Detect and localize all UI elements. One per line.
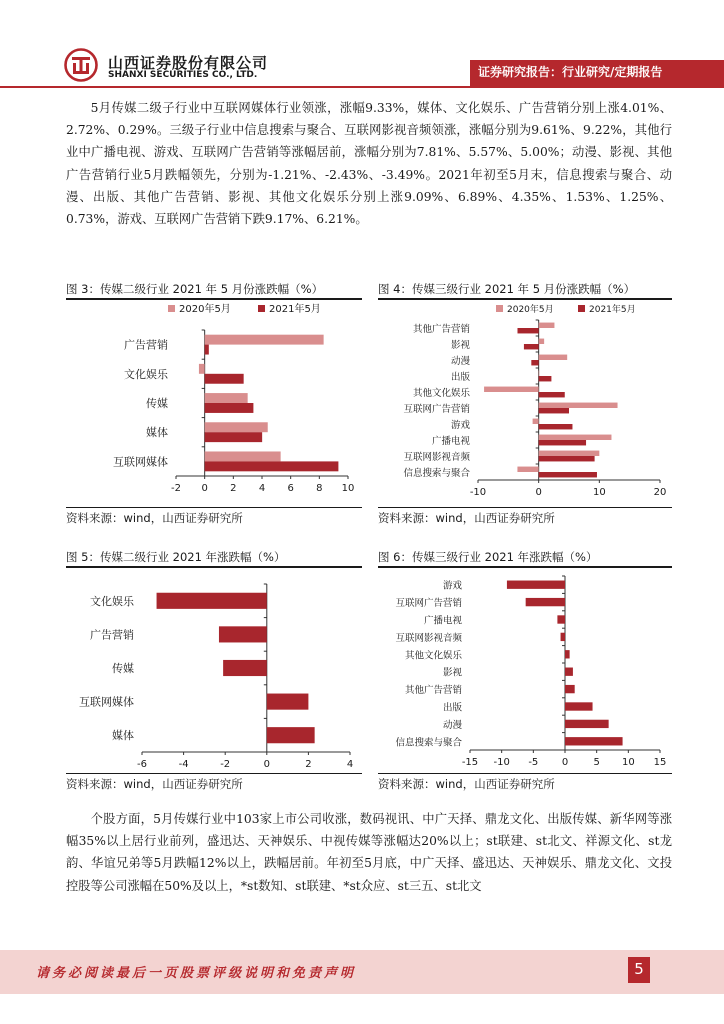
x-tick-label: 4 bbox=[258, 483, 266, 494]
bar-2021 bbox=[539, 472, 597, 477]
bar-2020 bbox=[484, 387, 539, 392]
figure-4-chart bbox=[378, 300, 672, 508]
category-label: 出版 bbox=[442, 702, 462, 714]
bar-2021 bbox=[539, 392, 565, 397]
bar-2021 bbox=[205, 432, 262, 442]
header-divider bbox=[0, 86, 724, 88]
x-tick-label: 4 bbox=[346, 759, 354, 770]
bar-2021 bbox=[565, 737, 623, 745]
category-label: 其他文化娱乐 bbox=[404, 650, 462, 662]
company-logo-icon bbox=[64, 48, 98, 82]
category-label: 信息搜索与聚合 bbox=[403, 468, 470, 479]
legend-swatch bbox=[578, 305, 585, 312]
category-label: 游戏 bbox=[442, 580, 462, 592]
company-name-cn: 山西证券股份有限公司 bbox=[108, 54, 269, 72]
bar-2021 bbox=[526, 598, 565, 606]
bar-2020 bbox=[539, 451, 600, 456]
x-tick-label: 15 bbox=[653, 757, 667, 768]
category-label: 互联网媒体 bbox=[79, 695, 134, 709]
bar-2020 bbox=[539, 323, 555, 328]
category-label: 广播电视 bbox=[431, 436, 470, 447]
category-label: 影视 bbox=[442, 667, 462, 679]
bar-2021 bbox=[524, 344, 539, 349]
bar-2021 bbox=[205, 374, 244, 384]
bar-2020 bbox=[205, 422, 268, 432]
bar-2021 bbox=[565, 720, 609, 728]
bar-2020 bbox=[517, 467, 538, 472]
category-label: 媒体 bbox=[112, 729, 134, 743]
bar-2021 bbox=[531, 360, 538, 365]
bar-2021 bbox=[219, 626, 267, 642]
x-tick-label: -10 bbox=[469, 487, 487, 498]
bar-2021 bbox=[157, 593, 267, 609]
legend-swatch bbox=[258, 305, 265, 312]
bar-2021 bbox=[517, 328, 538, 333]
bar-2021 bbox=[565, 650, 570, 658]
x-tick-label: 5 bbox=[593, 757, 600, 768]
footer-disclaimer: 请务必阅读最后一页股票评级说明和免责声明 bbox=[36, 966, 357, 981]
bar-2020 bbox=[539, 339, 544, 344]
bar-2020 bbox=[199, 364, 205, 374]
bar-2021 bbox=[205, 403, 254, 413]
bar-2021 bbox=[561, 633, 565, 641]
bar-2021 bbox=[223, 660, 267, 676]
x-tick-label: 8 bbox=[316, 483, 323, 494]
bar-2021 bbox=[205, 345, 209, 355]
figure-5-chart bbox=[66, 570, 362, 774]
category-label: 信息搜索与聚合 bbox=[395, 737, 462, 749]
bar-2021 bbox=[565, 685, 575, 693]
figure-3-title: 图 3：传媒二级行业 2021 年 5 月份涨跌幅（%） bbox=[66, 282, 324, 296]
category-label: 互联网媒体 bbox=[113, 455, 168, 469]
x-tick-label: 20 bbox=[653, 487, 667, 498]
x-tick-label: 0 bbox=[263, 759, 270, 770]
bar-2021 bbox=[205, 461, 339, 471]
company-name-en: SHANXI SECURITIES CO., LTD. bbox=[108, 70, 258, 80]
category-label: 互联网影视音频 bbox=[395, 632, 462, 644]
bar-2020 bbox=[205, 451, 281, 461]
x-tick-label: 10 bbox=[592, 487, 606, 498]
category-label: 其他广告营销 bbox=[412, 324, 470, 335]
category-label: 互联网影视音频 bbox=[403, 452, 470, 463]
figure-6-bottom-rule bbox=[378, 773, 672, 774]
bar-2020 bbox=[205, 335, 324, 345]
figure-5-top-rule bbox=[66, 566, 362, 568]
figure-3-chart bbox=[66, 300, 362, 508]
x-tick-label: -15 bbox=[461, 757, 479, 768]
x-tick-label: -10 bbox=[493, 757, 510, 768]
bar-2021 bbox=[539, 456, 595, 461]
bar-2021 bbox=[557, 615, 565, 623]
category-label: 其他广告营销 bbox=[404, 685, 462, 697]
bar-2021 bbox=[267, 694, 309, 710]
category-label: 游戏 bbox=[450, 420, 470, 431]
category-label: 文化娱乐 bbox=[124, 367, 168, 381]
x-tick-label: 6 bbox=[287, 483, 294, 494]
category-label: 传媒 bbox=[112, 662, 134, 675]
x-tick-label: 0 bbox=[561, 757, 569, 768]
figure-4-title: 图 4：传媒三级行业 2021 年 5 月份涨跌幅（%） bbox=[378, 282, 636, 296]
category-label: 互联网广告营销 bbox=[403, 404, 470, 415]
page-number: 5 bbox=[634, 960, 644, 978]
body-paragraph-1 bbox=[66, 97, 672, 230]
x-tick-label: -2 bbox=[220, 759, 231, 770]
legend-swatch bbox=[168, 305, 175, 312]
x-tick-label: 10 bbox=[621, 757, 635, 768]
figure-6-title: 图 6：传媒三级行业 2021 年涨跌幅（%） bbox=[378, 550, 598, 564]
paragraph-text: 5月传媒二级子行业中互联网媒体行业领涨，涨幅9.33%，媒体、文化娱乐、广告营销分别上涨4.01%、2.72%、0.29%。三级子行业中信息搜索与聚合、互联网影视音频领涨，涨幅分别为9.61%、9.22%，其他行业中广播电视、游戏、互联网广告营销等涨幅居前，涨幅分别为7.81%、5.57%、5.00%；动漫、影视、其他广告营销行业5月跌幅领先，分别为-1.21%、-2.43%、-3.49%。2021年初至5月末，信息搜索与聚合、动漫、出版、其他广告营销、影视、其他文化娱乐分别上涨9.09%、6.89%、4.35%、1.53%、1.25%、0.73%，游戏、互联网广告营销下跌9.17%、6.21%。 bbox=[66, 101, 672, 227]
category-label: 动漫 bbox=[442, 719, 462, 731]
bar-2020 bbox=[539, 435, 612, 440]
x-tick-label: -2 bbox=[171, 483, 181, 494]
figure-4-bottom-rule bbox=[378, 507, 672, 508]
category-label: 影视 bbox=[450, 340, 470, 351]
category-label: 动漫 bbox=[450, 356, 470, 367]
bar-2020 bbox=[539, 355, 568, 360]
report-type-label: 证券研究报告：行业研究/定期报告 bbox=[478, 65, 663, 79]
category-label: 媒体 bbox=[146, 426, 168, 440]
legend-label: 2020年5月 bbox=[179, 304, 231, 315]
bar-2020 bbox=[539, 403, 618, 408]
bar-2021 bbox=[539, 440, 586, 445]
category-label: 传媒 bbox=[146, 397, 168, 410]
figure-5-source: 资料来源：wind，山西证券研究所 bbox=[66, 777, 243, 791]
legend-label: 2021年5月 bbox=[269, 304, 321, 315]
body-paragraph-2 bbox=[66, 808, 672, 897]
bar-2021 bbox=[539, 424, 573, 429]
legend-swatch bbox=[496, 305, 503, 312]
figure-6-source: 资料来源：wind，山西证券研究所 bbox=[378, 777, 555, 791]
figure-3-source: 资料来源：wind，山西证券研究所 bbox=[66, 511, 243, 525]
figure-6-top-rule bbox=[378, 566, 672, 568]
legend-label: 2020年5月 bbox=[507, 305, 554, 315]
category-label: 广告营销 bbox=[124, 338, 168, 352]
bar-2021 bbox=[565, 668, 573, 676]
bar-2021 bbox=[267, 727, 315, 743]
category-label: 出版 bbox=[450, 372, 470, 383]
figure-4-source: 资料来源：wind，山西证券研究所 bbox=[378, 511, 555, 525]
x-tick-label: -4 bbox=[178, 759, 189, 770]
bar-2020 bbox=[205, 393, 248, 403]
bar-2021 bbox=[539, 408, 569, 413]
category-label: 文化娱乐 bbox=[90, 594, 134, 608]
figure-6-chart bbox=[378, 570, 672, 774]
x-tick-label: 2 bbox=[305, 759, 312, 770]
category-label: 广播电视 bbox=[423, 615, 462, 627]
category-label: 其他文化娱乐 bbox=[412, 388, 470, 399]
paragraph-text: 个股方面，5月传媒行业中103家上市公司收涨，数码视讯、中广天择、鼎龙文化、出版传媒、新华网等涨幅35%以上居行业前列，盛迅达、天神娱乐、中视传媒等涨幅达20%以上；st联建、st北文、祥源文化、st龙韵、华谊兄弟等5月跌幅12%以上，跌幅居前。年初至5月底，中广天择、盛迅达、天神娱乐、鼎龙文化、文投控股等公司涨幅在50%及以上，*st数知、st联建、*st众应、st三五、st北文 bbox=[66, 812, 672, 893]
x-tick-label: -5 bbox=[528, 757, 539, 768]
category-label: 广告营销 bbox=[90, 628, 134, 642]
x-tick-label: -6 bbox=[137, 759, 147, 770]
category-label: 互联网广告营销 bbox=[395, 598, 462, 610]
bar-2021 bbox=[539, 376, 552, 381]
figure-5-bottom-rule bbox=[66, 773, 362, 774]
bar-2021 bbox=[565, 702, 593, 710]
bar-2020 bbox=[539, 371, 540, 376]
x-tick-label: 0 bbox=[201, 483, 208, 494]
page-header bbox=[0, 0, 724, 90]
legend-label: 2021年5月 bbox=[589, 305, 636, 315]
figure-3-bottom-rule bbox=[66, 507, 362, 508]
bar-2020 bbox=[533, 419, 539, 424]
bar-2021 bbox=[507, 581, 565, 589]
x-tick-label: 0 bbox=[535, 487, 542, 498]
figure-5-title: 图 5：传媒二级行业 2021 年涨跌幅（%） bbox=[66, 550, 286, 564]
x-tick-label: 10 bbox=[341, 483, 355, 494]
x-tick-label: 2 bbox=[230, 483, 237, 494]
